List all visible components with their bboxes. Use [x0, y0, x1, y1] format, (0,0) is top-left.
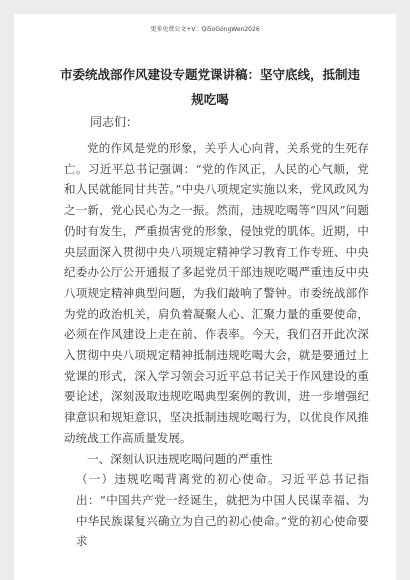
document-title: 市委统战部作风建设专题党课讲稿：坚守底线，抵制违规吃喝: [59, 67, 360, 107]
subsection-paragraph: [64, 469, 369, 552]
document-body: [64, 138, 369, 552]
subsection-text: 习近平总书记指出：“中国共产党一经诞生，就把为中国人民谋幸福、为中华民族谋复兴确立为自己的初心使命。”党的初心使命要求: [76, 472, 369, 549]
section-heading: 一、深刻认识违规吃喝问题的严重性: [87, 451, 273, 466]
subsection-heading: （一）违规吃喝背离党的初心使命。: [76, 472, 281, 487]
page-header: 更多免费公文+V：Qi5oGongWen2026: [150, 26, 260, 33]
document-page: [14, 14, 396, 580]
body-paragraph: 党的作风是党的形象，关乎人心向背，关系党的生死存亡。习近平总书记强调：“党的作风正，人民的心气顺，党和人民就能同甘共苦。”中央八项规定实施以来，党风政风为之一新，党心民心为之一振。然而，违规吃喝等“四风”问题仍时有发生，严重损害党的形象，侵蚀党的肌体。近期，中央层面深入贯彻中央八项规定精神学习教育工作专班、中央纪委办公厅公开通报了多起党员干部违规吃喝严重违反中央八项规定精神典型问题，为我们敲响了警钟。市委统战部作为党的政治机关，肩负着凝聚人心、汇聚力量的重要使命，必须在作风建设上走在前、作表率。今天，我们召开此次深入贯彻中央八项规定精神抵制违规吃喝大会，就是要通过上党课的形式，深入学习领会习近平总书记关于作风建设的重要论述，深刻汲取违规吃喝典型案例的教训，进一步增强纪律意识和规矩意识，坚决抵制违规吃喝行为，以优良作风推动统战工作高质量发展。: [64, 141, 369, 445]
greeting: 同志们：: [90, 115, 139, 129]
